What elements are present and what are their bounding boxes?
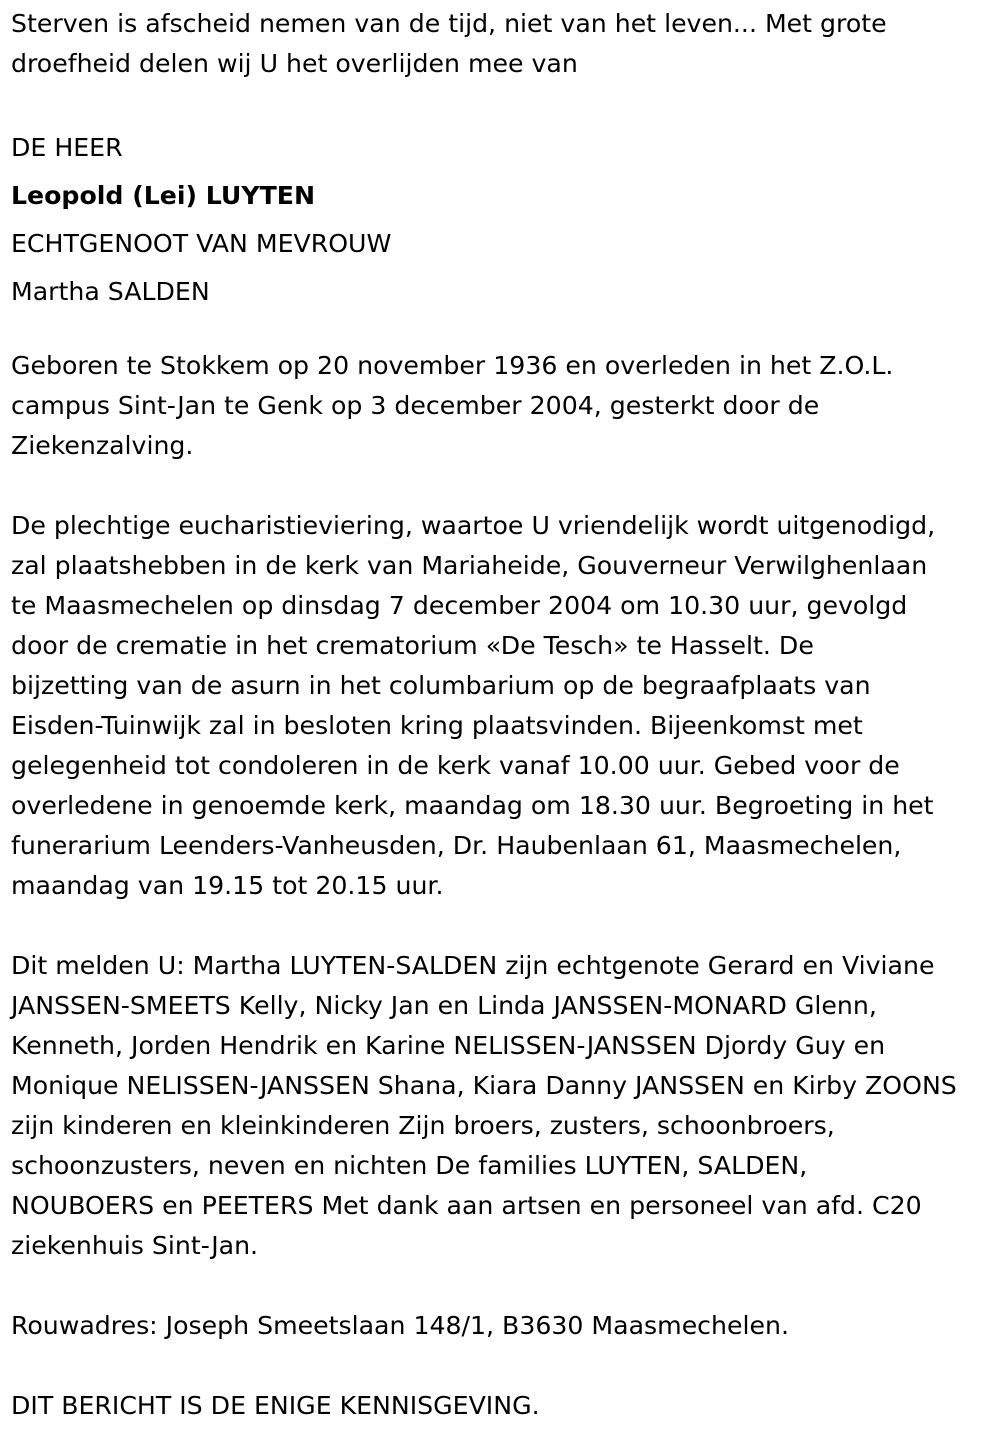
ceremony-line: De plechtige eucharistieviering, waartoe U vriendelijk wordt uitgenodigd, bbox=[11, 511, 936, 540]
ceremony-line: maandag van 19.15 tot 20.15 uur. bbox=[11, 871, 444, 900]
death-notice bbox=[11, 4, 996, 1426]
ceremony-line: overledene in genoemde kerk, maandag om 18.30 uur. Begroeting in het bbox=[11, 791, 934, 820]
title-label: DE HEER bbox=[11, 133, 123, 162]
intro-line: Sterven is afscheid nemen van de tijd, niet van het leven... Met grote bbox=[11, 9, 887, 38]
birth-death-paragraph bbox=[11, 346, 996, 466]
intro-paragraph bbox=[11, 4, 996, 84]
closing-statement: DIT BERICHT IS DE ENIGE KENNISGEVING. bbox=[11, 1391, 540, 1420]
family-line: JANSSEN-SMEETS Kelly, Nicky Jan en Linda JANSSEN-MONARD Glenn, bbox=[11, 991, 877, 1020]
ceremony-line: zal plaatshebben in de kerk van Mariaheide, Gouverneur Verwilghenlaan bbox=[11, 551, 928, 580]
family-line: Kenneth, Jorden Hendrik en Karine NELISSEN-JANSSEN Djordy Guy en bbox=[11, 1031, 886, 1060]
family-line: Dit melden U: Martha LUYTEN-SALDEN zijn echtgenote Gerard en Viviane bbox=[11, 951, 935, 980]
birth-death-line: Geboren te Stokkem op 20 november 1936 en overleden in het Z.O.L. bbox=[11, 351, 894, 380]
birth-death-line: Ziekenzalving. bbox=[11, 431, 194, 460]
family-line: schoonzusters, neven en nichten De families LUYTEN, SALDEN, bbox=[11, 1151, 808, 1180]
mourning-address: Rouwadres: Joseph Smeetslaan 148/1, B3630 Maasmechelen. bbox=[11, 1311, 789, 1340]
ceremony-line: gelegenheid tot condoleren in de kerk vanaf 10.00 uur. Gebed voor de bbox=[11, 751, 900, 780]
ceremony-paragraph bbox=[11, 506, 996, 906]
family-line: NOUBOERS en PEETERS Met dank aan artsen en personeel van afd. C20 bbox=[11, 1191, 922, 1220]
deceased-heading bbox=[11, 124, 996, 316]
closing-paragraph bbox=[11, 1386, 996, 1426]
address-paragraph bbox=[11, 1306, 996, 1346]
deceased-name: Leopold (Lei) LUYTEN bbox=[11, 181, 316, 210]
ceremony-line: bijzetting van de asurn in het columbarium op de begraafplaats van bbox=[11, 671, 871, 700]
family-line: zijn kinderen en kleinkinderen Zijn broers, zusters, schoonbroers, bbox=[11, 1111, 835, 1140]
intro-line: droefheid delen wij U het overlijden mee van bbox=[11, 49, 578, 78]
family-line: Monique NELISSEN-JANSSEN Shana, Kiara Danny JANSSEN en Kirby ZOONS bbox=[11, 1071, 957, 1100]
ceremony-line: funerarium Leenders-Vanheusden, Dr. Haubenlaan 61, Maasmechelen, bbox=[11, 831, 902, 860]
family-paragraph bbox=[11, 946, 996, 1266]
ceremony-line: te Maasmechelen op dinsdag 7 december 2004 om 10.30 uur, gevolgd bbox=[11, 591, 908, 620]
birth-death-line: campus Sint-Jan te Genk op 3 december 2004, gesterkt door de bbox=[11, 391, 820, 420]
ceremony-line: door de crematie in het crematorium «De Tesch» te Hasselt. De bbox=[11, 631, 814, 660]
relation-label: ECHTGENOOT VAN MEVROUW bbox=[11, 229, 392, 258]
family-line: ziekenhuis Sint-Jan. bbox=[11, 1231, 259, 1260]
ceremony-line: Eisden-Tuinwijk zal in besloten kring plaatsvinden. Bijeenkomst met bbox=[11, 711, 863, 740]
spouse-name: Martha SALDEN bbox=[11, 277, 210, 306]
